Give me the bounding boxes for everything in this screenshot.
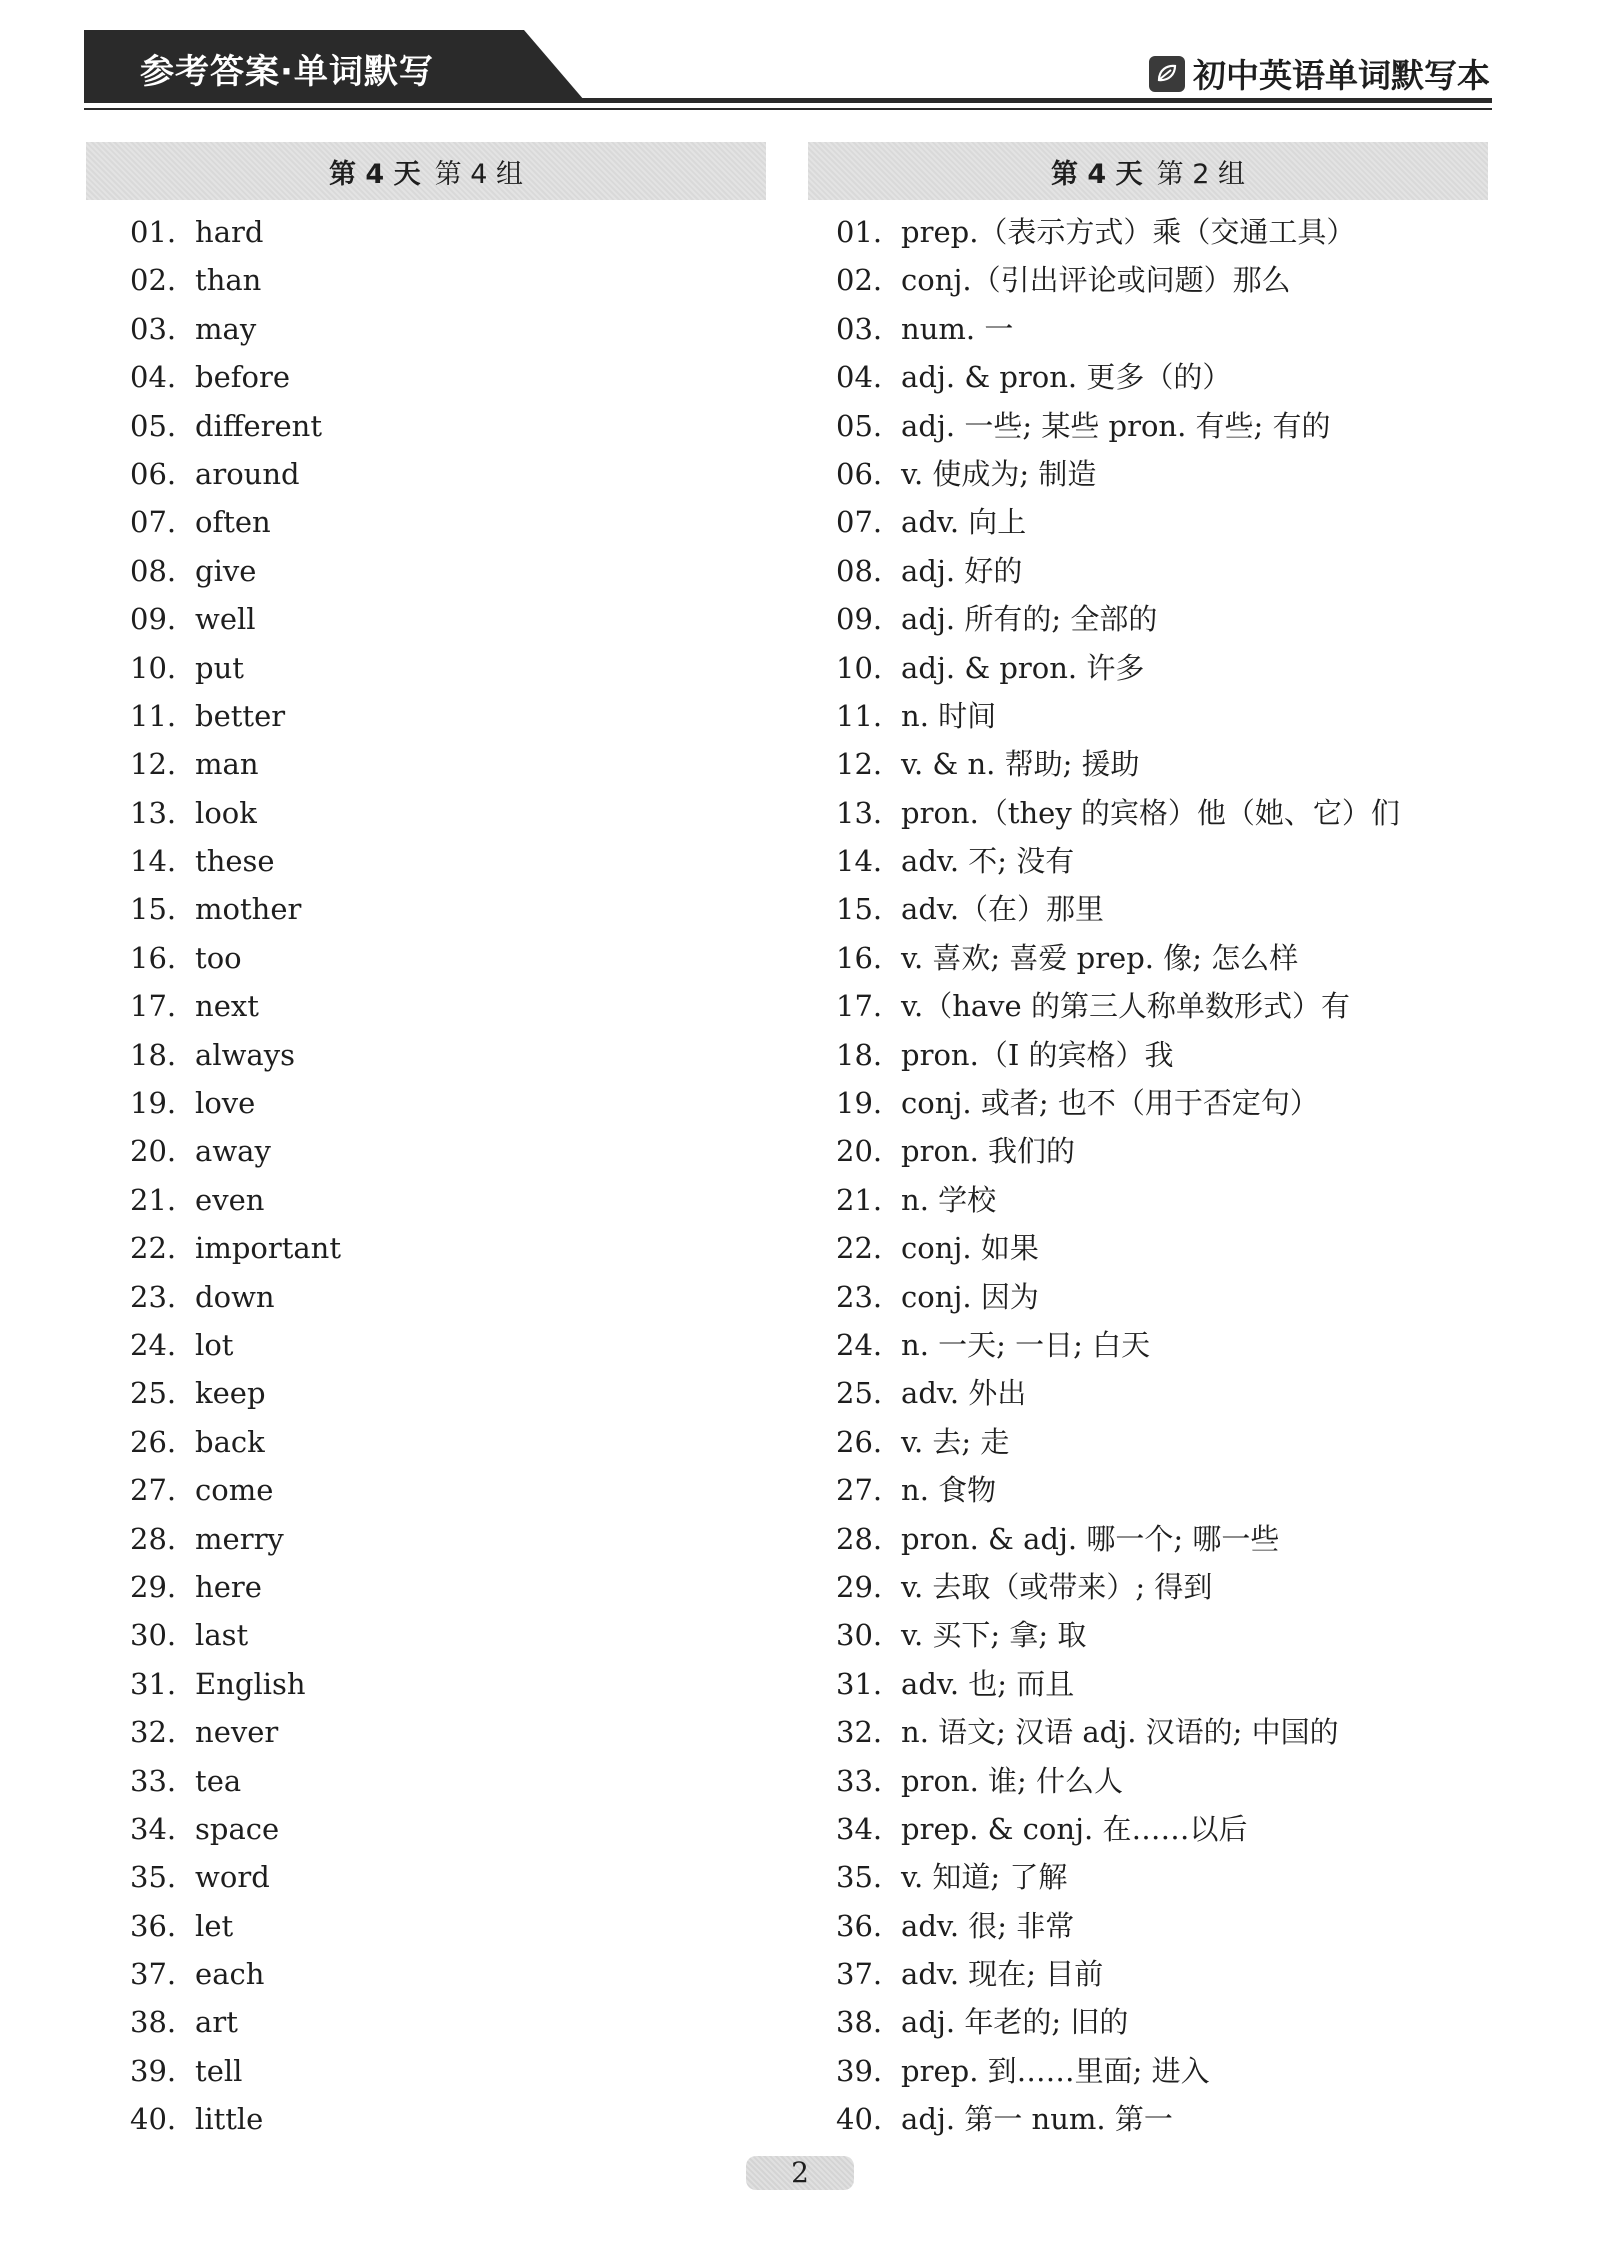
left-entry	[130, 982, 341, 1030]
right-entry-text: v. 去取（或带来）; 得到	[901, 1569, 1213, 1604]
right-entry-number: 25.	[836, 1376, 883, 1411]
left-entry	[130, 1176, 341, 1224]
left-entry-number: 02.	[130, 263, 177, 298]
book-leaf-icon	[1149, 56, 1185, 92]
left-entry-text: important	[195, 1231, 341, 1266]
left-entry-number: 13.	[130, 795, 177, 830]
left-entry-text: art	[195, 2005, 238, 2040]
header-title: 参考答案·单词默写	[140, 52, 434, 92]
right-entry	[836, 885, 1400, 933]
right-entry	[836, 1176, 1400, 1224]
left-entry-text: word	[195, 1860, 270, 1895]
left-entry-text: mother	[195, 892, 302, 927]
right-entry-number: 30.	[836, 1618, 883, 1653]
header-rule-thin	[84, 108, 1492, 110]
right-entry-text: v. 知道; 了解	[901, 1860, 1068, 1895]
right-entry-number: 05.	[836, 408, 883, 443]
right-entry	[836, 208, 1400, 256]
right-entry-text: conj. 或者; 也不（用于否定句）	[901, 1086, 1319, 1121]
left-entry	[130, 1611, 341, 1659]
right-entry-number: 08.	[836, 553, 883, 588]
left-entry-text: here	[195, 1569, 262, 1604]
left-entry	[130, 1950, 341, 1998]
right-entry-number: 19.	[836, 1086, 883, 1121]
left-entry	[130, 305, 341, 353]
right-entry-number: 34.	[836, 1811, 883, 1846]
left-entry	[130, 1224, 341, 1272]
right-entry	[836, 1853, 1400, 1901]
right-entry-text: conj.（引出评论或问题）那么	[901, 263, 1291, 298]
right-entry-number: 39.	[836, 2053, 883, 2088]
left-entry-number: 40.	[130, 2102, 177, 2137]
right-entry-text: pron.（they 的宾格）他（她、它）们	[901, 795, 1400, 830]
right-entry-number: 18.	[836, 1037, 883, 1072]
right-entry-text: n. 时间	[901, 698, 997, 733]
right-entry-number: 22.	[836, 1231, 883, 1266]
right-group-column	[808, 142, 1488, 2137]
right-entry	[836, 256, 1400, 304]
right-entry-text: adj. 第一 num. 第一	[901, 2102, 1173, 2137]
left-group-banner	[86, 142, 766, 200]
right-entry	[836, 547, 1400, 595]
right-entry-number: 12.	[836, 747, 883, 782]
right-entry-number: 14.	[836, 844, 883, 879]
right-entry-number: 06.	[836, 456, 883, 491]
right-entry-text: pron. 我们的	[901, 1134, 1076, 1169]
right-entry	[836, 1369, 1400, 1417]
right-entry-text: n. 学校	[901, 1182, 997, 1217]
right-entry-text: num. 一	[901, 311, 1014, 346]
left-entry-text: hard	[195, 215, 264, 249]
right-entry	[836, 450, 1400, 498]
right-entry	[836, 498, 1400, 546]
left-entry-number: 16.	[130, 940, 177, 975]
left-entry-text: look	[195, 795, 257, 830]
brand-name: 初中英语单词默写本	[1193, 56, 1490, 95]
right-entry-text: n. 一天; 一日; 白天	[901, 1327, 1151, 1362]
right-entry	[836, 1515, 1400, 1563]
right-entry-number: 13.	[836, 795, 883, 830]
header-tab	[84, 30, 584, 100]
right-entry	[836, 692, 1400, 740]
left-entry-number: 31.	[130, 1666, 177, 1701]
right-entry	[836, 1079, 1400, 1127]
right-entry-text: adv. 也; 而且	[901, 1666, 1075, 1701]
left-entry-text: around	[195, 456, 300, 491]
left-entry-number: 21.	[130, 1182, 177, 1217]
right-entry	[836, 2095, 1400, 2143]
right-entry	[836, 837, 1400, 885]
right-entry	[836, 1950, 1400, 1998]
right-entry-text: adv.（在）那里	[901, 892, 1105, 927]
right-entry-number: 16.	[836, 940, 883, 975]
left-entry-number: 32.	[130, 1715, 177, 1750]
left-entry	[130, 547, 341, 595]
left-entry-number: 34.	[130, 1811, 177, 1846]
right-entry-number: 38.	[836, 2005, 883, 2040]
right-entry	[836, 1611, 1400, 1659]
left-entry-text: well	[195, 602, 256, 637]
right-entry-text: v. 使成为; 制造	[901, 456, 1097, 491]
right-entry-text: adv. 向上	[901, 505, 1027, 540]
left-entry	[130, 450, 341, 498]
right-entry	[836, 982, 1400, 1030]
right-entry	[836, 1466, 1400, 1514]
right-entry-text: prep. 到……里面; 进入	[901, 2053, 1210, 2088]
left-entry-text: down	[195, 1279, 275, 1314]
left-entry-text: next	[195, 989, 259, 1024]
right-entry-number: 28.	[836, 1521, 883, 1556]
left-entry-text: even	[195, 1182, 265, 1217]
left-entry-text: man	[195, 747, 259, 782]
right-entry-number: 04.	[836, 360, 883, 395]
right-entry	[836, 740, 1400, 788]
right-entry-number: 11.	[836, 698, 883, 733]
right-entry	[836, 1273, 1400, 1321]
right-entry-number: 26.	[836, 1424, 883, 1459]
right-entry-number: 33.	[836, 1763, 883, 1798]
left-entry	[130, 837, 341, 885]
left-entry-text: keep	[195, 1376, 266, 1411]
right-entry-text: prep. & conj. 在……以后	[901, 1811, 1248, 1846]
right-entry-text: adv. 现在; 目前	[901, 1957, 1104, 1992]
left-entry-text: better	[195, 698, 286, 733]
left-entry	[130, 1031, 341, 1079]
left-entry-number: 24.	[130, 1327, 177, 1362]
right-entry-number: 32.	[836, 1715, 883, 1750]
right-entry-text: v. 买下; 拿; 取	[901, 1618, 1087, 1653]
header-rule	[84, 98, 1492, 103]
left-entry	[130, 789, 341, 837]
right-entry-number: 31.	[836, 1666, 883, 1701]
right-entry	[836, 1757, 1400, 1805]
left-entry-text: give	[195, 553, 257, 588]
left-entry	[130, 1321, 341, 1369]
right-entry-text: prep.（表示方式）乘（交通工具）	[901, 215, 1356, 249]
right-entry	[836, 1321, 1400, 1369]
right-entry-number: 24.	[836, 1327, 883, 1362]
right-entry-list	[836, 208, 1400, 2144]
left-entry	[130, 1563, 341, 1611]
left-entry	[130, 1757, 341, 1805]
left-entry-text: too	[195, 940, 242, 975]
left-entry-text: English	[195, 1666, 306, 1701]
right-entry-number: 27.	[836, 1473, 883, 1508]
brand	[1149, 50, 1490, 97]
left-entry	[130, 1998, 341, 2046]
left-entry	[130, 402, 341, 450]
left-entry-number: 06.	[130, 456, 177, 491]
left-entry-number: 28.	[130, 1521, 177, 1556]
left-entry-text: little	[195, 2102, 264, 2137]
right-entry-number: 23.	[836, 1279, 883, 1314]
left-entry-text: may	[195, 311, 257, 346]
left-entry-text: merry	[195, 1521, 284, 1556]
left-entry-number: 23.	[130, 1279, 177, 1314]
left-entry	[130, 1660, 341, 1708]
left-entry-number: 29.	[130, 1569, 177, 1604]
right-entry	[836, 595, 1400, 643]
right-entry	[836, 1031, 1400, 1079]
left-group-number: 第 4 组	[434, 158, 523, 190]
right-entry	[836, 1805, 1400, 1853]
right-group-banner	[808, 142, 1488, 200]
left-entry	[130, 1127, 341, 1175]
left-entry	[130, 1853, 341, 1901]
left-entry-text: never	[195, 1715, 279, 1750]
left-entry-text: these	[195, 844, 275, 879]
right-entry-number: 17.	[836, 989, 883, 1024]
right-entry	[836, 1998, 1400, 2046]
left-entry-text: than	[195, 263, 262, 298]
left-entry-text: back	[195, 1424, 265, 1459]
left-entry-list	[130, 208, 341, 2144]
left-entry	[130, 1418, 341, 1466]
left-entry-text: often	[195, 505, 271, 540]
left-entry-number: 20.	[130, 1134, 177, 1169]
right-entry-text: adj. & pron. 许多	[901, 650, 1145, 685]
right-entry-text: adj. & pron. 更多（的）	[901, 360, 1232, 395]
left-entry-text: space	[195, 1811, 280, 1846]
left-entry	[130, 595, 341, 643]
right-entry-text: v. 喜欢; 喜爱 prep. 像; 怎么样	[901, 940, 1299, 975]
right-entry-number: 36.	[836, 1908, 883, 1943]
left-entry-number: 25.	[130, 1376, 177, 1411]
right-entry-number: 03.	[836, 311, 883, 346]
left-entry-number: 22.	[130, 1231, 177, 1266]
left-entry-text: put	[195, 650, 244, 685]
left-entry-text: last	[195, 1618, 249, 1653]
left-entry-text: come	[195, 1473, 274, 1508]
left-entry-number: 38.	[130, 2005, 177, 2040]
right-entry-number: 01.	[836, 215, 883, 249]
left-entry	[130, 934, 341, 982]
left-entry	[130, 1466, 341, 1514]
right-entry-text: adj. 好的	[901, 553, 1023, 588]
left-entry-number: 04.	[130, 360, 177, 395]
right-entry-text: n. 食物	[901, 1473, 997, 1508]
left-entry-text: different	[195, 408, 323, 443]
right-entry-number: 15.	[836, 892, 883, 927]
right-entry	[836, 353, 1400, 401]
right-entry-number: 09.	[836, 602, 883, 637]
right-entry-text: pron. 谁; 什么人	[901, 1763, 1124, 1798]
left-entry	[130, 885, 341, 933]
right-entry	[836, 934, 1400, 982]
left-entry	[130, 1805, 341, 1853]
left-entry-number: 10.	[130, 650, 177, 685]
left-entry	[130, 2047, 341, 2095]
left-entry	[130, 644, 341, 692]
left-entry-text: tea	[195, 1763, 242, 1798]
right-entry	[836, 1224, 1400, 1272]
left-entry-text: lot	[195, 1327, 234, 1362]
left-entry	[130, 256, 341, 304]
left-entry	[130, 1902, 341, 1950]
right-entry	[836, 305, 1400, 353]
left-entry-number: 30.	[130, 1618, 177, 1653]
right-entry-number: 02.	[836, 263, 883, 298]
right-entry-text: v. 去; 走	[901, 1424, 1010, 1459]
right-entry-text: n. 语文; 汉语 adj. 汉语的; 中国的	[901, 1715, 1339, 1750]
left-entry-number: 33.	[130, 1763, 177, 1798]
left-entry-number: 36.	[130, 1908, 177, 1943]
right-entry	[836, 1127, 1400, 1175]
right-entry	[836, 1708, 1400, 1756]
right-entry	[836, 1563, 1400, 1611]
left-entry-number: 18.	[130, 1037, 177, 1072]
right-entry-number: 40.	[836, 2102, 883, 2137]
left-entry-number: 01.	[130, 215, 177, 249]
right-entry-text: v. & n. 帮助; 援助	[901, 747, 1140, 782]
left-group-column	[86, 142, 766, 2137]
right-entry-number: 07.	[836, 505, 883, 540]
left-entry	[130, 498, 341, 546]
right-entry	[836, 1660, 1400, 1708]
right-entry-text: pron.（I 的宾格）我	[901, 1037, 1174, 1072]
right-entry-text: conj. 如果	[901, 1231, 1039, 1266]
left-entry-number: 15.	[130, 892, 177, 927]
right-entry-text: adj. 一些; 某些 pron. 有些; 有的	[901, 408, 1331, 443]
left-entry-number: 05.	[130, 408, 177, 443]
right-entry-text: v.（have 的第三人称单数形式）有	[901, 989, 1350, 1024]
left-entry-number: 14.	[130, 844, 177, 879]
left-entry-text: always	[195, 1037, 295, 1072]
left-entry	[130, 2095, 341, 2143]
page-number: 2	[746, 2156, 854, 2190]
left-entry-text: before	[195, 360, 290, 395]
right-entry-text: adj. 所有的; 全部的	[901, 602, 1158, 637]
right-group-number: 第 2 组	[1156, 158, 1245, 190]
right-entry	[836, 1902, 1400, 1950]
left-entry-text: love	[195, 1086, 256, 1121]
left-entry	[130, 740, 341, 788]
left-entry-number: 09.	[130, 602, 177, 637]
left-entry-number: 07.	[130, 505, 177, 540]
left-entry-number: 17.	[130, 989, 177, 1024]
left-entry	[130, 353, 341, 401]
right-entry	[836, 1418, 1400, 1466]
right-entry-number: 29.	[836, 1569, 883, 1604]
left-entry-number: 08.	[130, 553, 177, 588]
left-group-day: 第 4 天	[329, 158, 421, 190]
right-entry-number: 35.	[836, 1860, 883, 1895]
left-entry-number: 39.	[130, 2053, 177, 2088]
right-entry-text: pron. & adj. 哪一个; 哪一些	[901, 1521, 1280, 1556]
right-entry-number: 20.	[836, 1134, 883, 1169]
left-entry	[130, 1515, 341, 1563]
left-entry-number: 11.	[130, 698, 177, 733]
right-entry-number: 37.	[836, 1957, 883, 1992]
left-entry-number: 03.	[130, 311, 177, 346]
right-entry	[836, 402, 1400, 450]
right-entry-text: adv. 不; 没有	[901, 844, 1075, 879]
left-entry-number: 37.	[130, 1957, 177, 1992]
left-entry-text: each	[195, 1957, 265, 1992]
right-group-day: 第 4 天	[1051, 158, 1143, 190]
right-entry-text: adv. 很; 非常	[901, 1908, 1075, 1943]
right-entry	[836, 644, 1400, 692]
left-entry	[130, 1708, 341, 1756]
right-entry-text: conj. 因为	[901, 1279, 1039, 1314]
left-entry-number: 27.	[130, 1473, 177, 1508]
right-entry-text: adj. 年老的; 旧的	[901, 2005, 1129, 2040]
left-entry-number: 35.	[130, 1860, 177, 1895]
left-entry-number: 26.	[130, 1424, 177, 1459]
left-entry-text: let	[195, 1908, 234, 1943]
left-entry	[130, 1369, 341, 1417]
left-entry	[130, 1273, 341, 1321]
left-entry-number: 12.	[130, 747, 177, 782]
right-entry-text: adv. 外出	[901, 1376, 1027, 1411]
right-entry-number: 21.	[836, 1182, 883, 1217]
right-entry	[836, 789, 1400, 837]
left-entry-text: tell	[195, 2053, 243, 2088]
left-entry-text: away	[195, 1134, 271, 1169]
right-entry	[836, 2047, 1400, 2095]
left-entry	[130, 208, 341, 256]
left-entry	[130, 1079, 341, 1127]
left-entry-number: 19.	[130, 1086, 177, 1121]
left-entry	[130, 692, 341, 740]
right-entry-number: 10.	[836, 650, 883, 685]
